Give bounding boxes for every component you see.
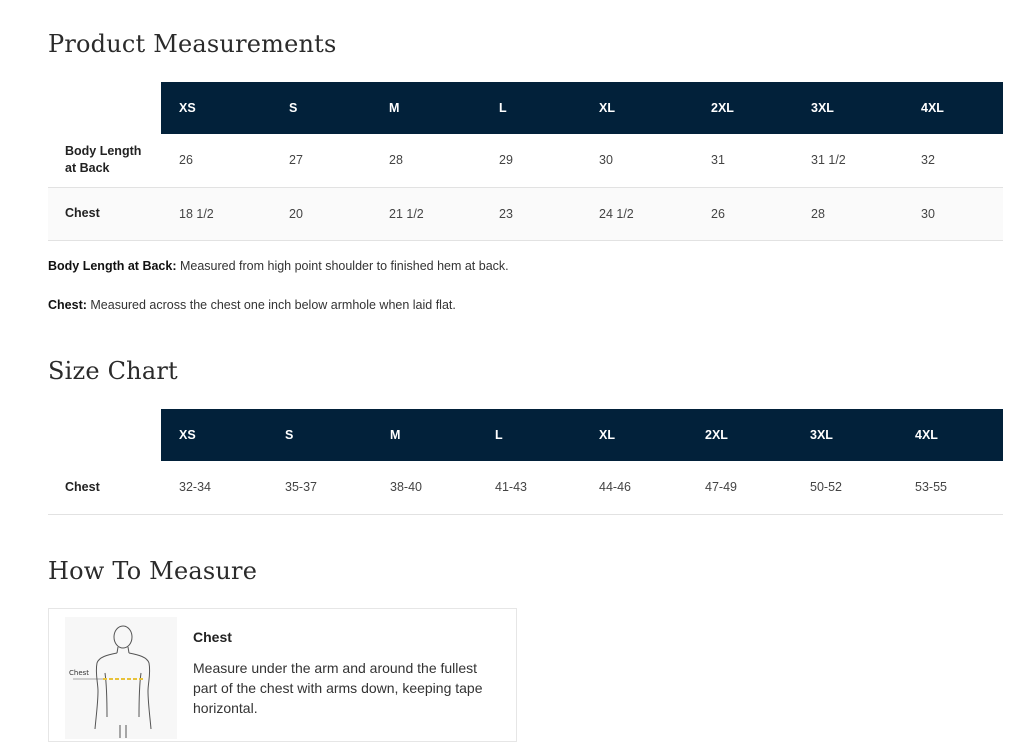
note-term: Body Length at Back: — [48, 259, 177, 273]
how-to-measure-title: How To Measure — [48, 557, 258, 585]
table-cell: 23 — [481, 187, 581, 240]
table-cell: 20 — [271, 187, 371, 240]
size-header: 4XL — [897, 409, 1003, 461]
table-cell: 47-49 — [687, 461, 792, 514]
table-cell: 30 — [581, 134, 693, 187]
table-cell: 50-52 — [792, 461, 897, 514]
size-header: 2XL — [693, 82, 793, 134]
table-cell: 21 1/2 — [371, 187, 481, 240]
table-cell: 29 — [481, 134, 581, 187]
row-label-chest: Chest — [48, 461, 161, 514]
size-header: M — [371, 82, 481, 134]
table-cell: 18 1/2 — [161, 187, 271, 240]
torso-illustration — [65, 617, 177, 739]
row-label-body-length — [48, 134, 161, 187]
row-label-chest: Chest — [48, 187, 161, 240]
table-header-row — [48, 82, 1003, 134]
product-measurements-title: Product Measurements — [48, 30, 337, 58]
table-cell: 35-37 — [267, 461, 372, 514]
table-cell: 27 — [271, 134, 371, 187]
size-header: 3XL — [793, 82, 903, 134]
table-cell: 31 1/2 — [793, 134, 903, 187]
table-cell: 24 1/2 — [581, 187, 693, 240]
table-row — [48, 134, 1003, 187]
table-cell: 31 — [693, 134, 793, 187]
table-cell: 32 — [903, 134, 1003, 187]
table-cell: 41-43 — [477, 461, 581, 514]
size-header: L — [477, 409, 581, 461]
size-header: XS — [161, 82, 271, 134]
table-header-blank — [48, 82, 161, 134]
size-chart-table — [48, 409, 1003, 515]
size-header: XS — [161, 409, 267, 461]
product-measurements-table — [48, 82, 1003, 241]
size-header: M — [372, 409, 477, 461]
note-body-length — [48, 259, 509, 273]
table-row — [48, 461, 1003, 514]
size-header: L — [481, 82, 581, 134]
table-cell: 32-34 — [161, 461, 267, 514]
size-header: 4XL — [903, 82, 1003, 134]
size-header: XL — [581, 409, 687, 461]
note-text: Measured from high point shoulder to finished hem at back. — [176, 259, 509, 273]
table-row — [48, 187, 1003, 240]
measure-card-chest — [48, 608, 517, 742]
measure-description: Measure under the arm and around the fullest part of the chest with arms down, keeping tape horizontal. — [193, 660, 483, 716]
table-cell: 28 — [371, 134, 481, 187]
table-cell: 53-55 — [897, 461, 1003, 514]
torso-measure-icon — [65, 617, 177, 739]
size-header: S — [271, 82, 371, 134]
size-header: 2XL — [687, 409, 792, 461]
table-cell: 26 — [693, 187, 793, 240]
size-header: XL — [581, 82, 693, 134]
note-chest — [48, 298, 456, 312]
measure-heading: Chest — [193, 629, 232, 645]
table-cell: 38-40 — [372, 461, 477, 514]
note-text: Measured across the chest one inch below armhole when laid flat. — [86, 298, 456, 312]
size-chart-title: Size Chart — [48, 357, 178, 385]
table-cell: 28 — [793, 187, 903, 240]
table-header-blank — [48, 409, 161, 461]
table-cell: 26 — [161, 134, 271, 187]
figure-chest-label: Chest — [69, 669, 90, 677]
table-header-row — [48, 409, 1003, 461]
row-label-text: Body Length at Back — [65, 144, 142, 176]
note-term: Chest: — [48, 298, 87, 312]
size-header: 3XL — [792, 409, 897, 461]
table-cell: 44-46 — [581, 461, 687, 514]
size-header: S — [267, 409, 372, 461]
table-cell: 30 — [903, 187, 1003, 240]
